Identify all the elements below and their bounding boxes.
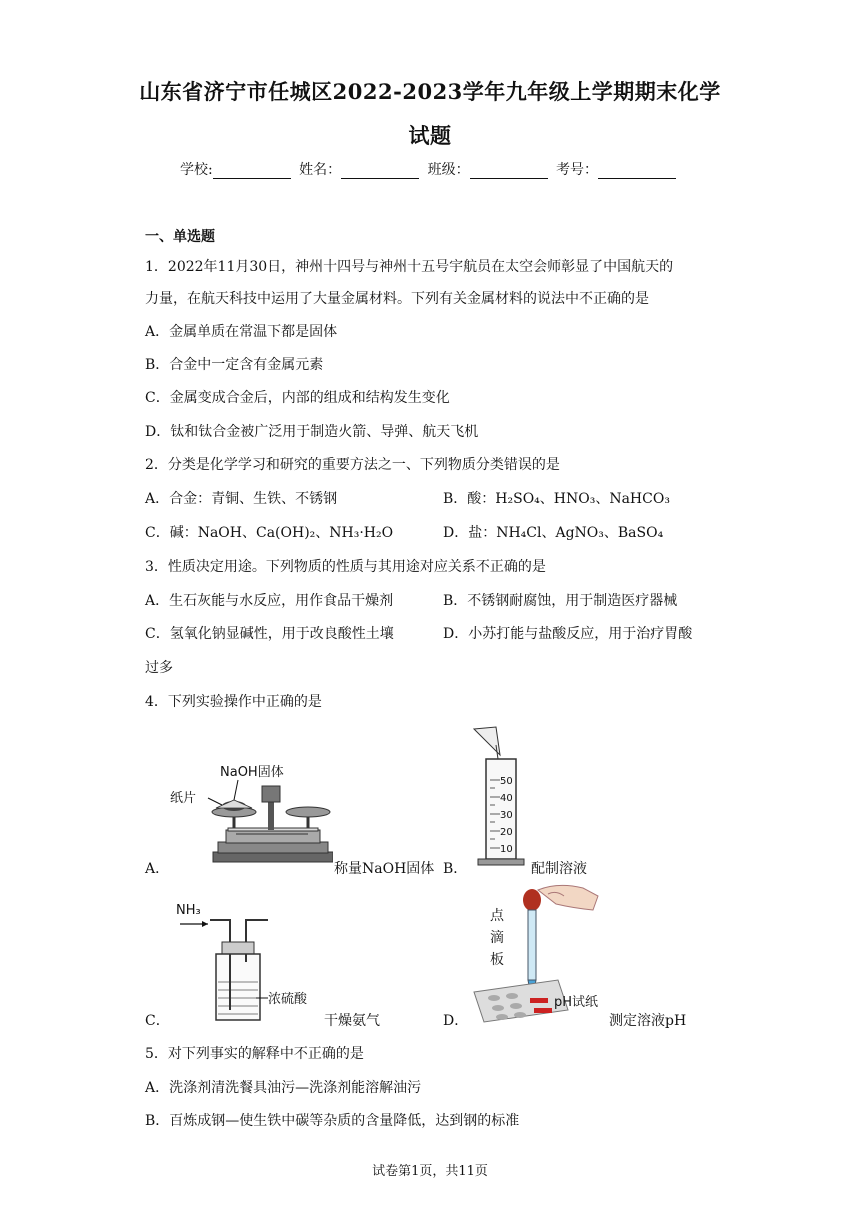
tick-label: 10 [500,844,513,855]
page-title-cont: 试题 [408,123,452,148]
q5-option-a: A．洗涤剂清洗餐具油污—洗涤剂能溶解油污 [145,1080,422,1096]
school-blank[interactable] [213,164,291,179]
q4-option-c-letter: C． [145,1013,170,1029]
figure-ph-test [468,880,608,1025]
q2-option-d: D．盐：NH₄Cl、AgNO₃、BaSO₄ [443,525,664,541]
student-info-row [0,159,860,179]
page-title: 山东省济宁市任城区2022-2023学年九年级上学期期末化学 [139,79,721,104]
q1-option-a: A．金属单质在常温下都是固体 [145,324,338,340]
q4-option-d-letter: D． [443,1013,469,1029]
exam-number-label: 考号： [556,162,599,178]
q3-option-a: A．生石灰能与水反应，用作食品干燥剂 [145,593,394,609]
q1-option-b: B．合金中一定含有金属元素 [145,357,324,373]
label-paper: 纸片 [170,791,197,806]
tick-label: 20 [500,827,513,838]
section-title: 一、单选题 [145,229,215,245]
label-nh3: NH₃ [176,903,201,918]
q4-stem: 4．下列实验操作中正确的是 [145,694,322,710]
q1-stem-cont: 力量，在航天科技中运用了大量金属材料。下列有关金属材料的说法中不正确的是 [145,291,649,307]
class-label: 班级： [427,162,470,178]
q3-option-c: C．氢氧化钠显碱性，用于改良酸性土壤 [145,626,394,642]
name-label: 姓名： [299,162,342,178]
label-drip: 滴 [490,930,504,946]
q2-option-b: B．酸：H₂SO₄、HNO₃、NaHCO₃ [443,491,670,507]
figure-gas-drying-bottle [172,898,322,1028]
q2-stem: 2．分类是化学学习和研究的重要方法之一、下列物质分类错误的是 [145,457,560,473]
name-blank[interactable] [341,164,419,179]
tick-label: 30 [500,810,513,821]
q4-option-c-caption: 干燥氨气 [324,1013,380,1029]
q4-option-a-letter: A． [145,861,170,877]
q3-option-d-cont: 过多 [145,660,173,676]
q2-option-c: C．碱：NaOH、Ca(OH)₂、NH₃·H₂O [145,525,394,541]
q3-option-d: D．小苏打能与盐酸反应，用于治疗胃酸 [443,626,693,642]
figure-graduated-cylinder [466,725,526,870]
figure-balance [168,760,333,865]
q4-option-a-caption: 称量NaOH固体 [334,861,435,877]
tick-label: 50 [500,776,513,787]
page-number: 试卷第1页，共11页 [372,1164,488,1179]
exam-number-blank[interactable] [598,164,676,179]
q1-stem: 1．2022年11月30日，神州十四号与神州十五号宇航员在太空会师彰显了中国航天的 [145,259,674,275]
label-conc-sulfuric-acid: 浓硫酸 [268,992,308,1007]
q4-option-b-caption: 配制溶液 [531,861,587,877]
tick-label: 40 [500,793,513,804]
q5-stem: 5．对下列事实的解释中不正确的是 [145,1046,364,1062]
q3-option-b: B．不锈钢耐腐蚀，用于制造医疗器械 [443,593,678,609]
class-blank[interactable] [470,164,548,179]
school-label: 学校: [179,162,213,178]
label-plate: 板 [490,952,504,968]
label-ph-paper: pH试纸 [554,995,599,1010]
q1-option-c: C．金属变成合金后，内部的组成和结构发生变化 [145,390,450,406]
q1-option-d: D．钛和钛合金被广泛用于制造火箭、导弹、航天飞机 [145,424,479,440]
q4-option-d-caption: 测定溶液pH [609,1013,687,1029]
label-naoh-solid: NaOH固体 [220,765,284,780]
q2-option-a: A．合金：青铜、生铁、不锈钢 [145,491,338,507]
q4-option-b-letter: B． [443,861,468,877]
q3-stem: 3．性质决定用途。下列物质的性质与其用途对应关系不正确的是 [145,559,546,575]
label-spot: 点 [490,908,504,924]
q5-option-b: B．百炼成钢—使生铁中碳等杂质的含量降低，达到钢的标准 [145,1113,520,1129]
